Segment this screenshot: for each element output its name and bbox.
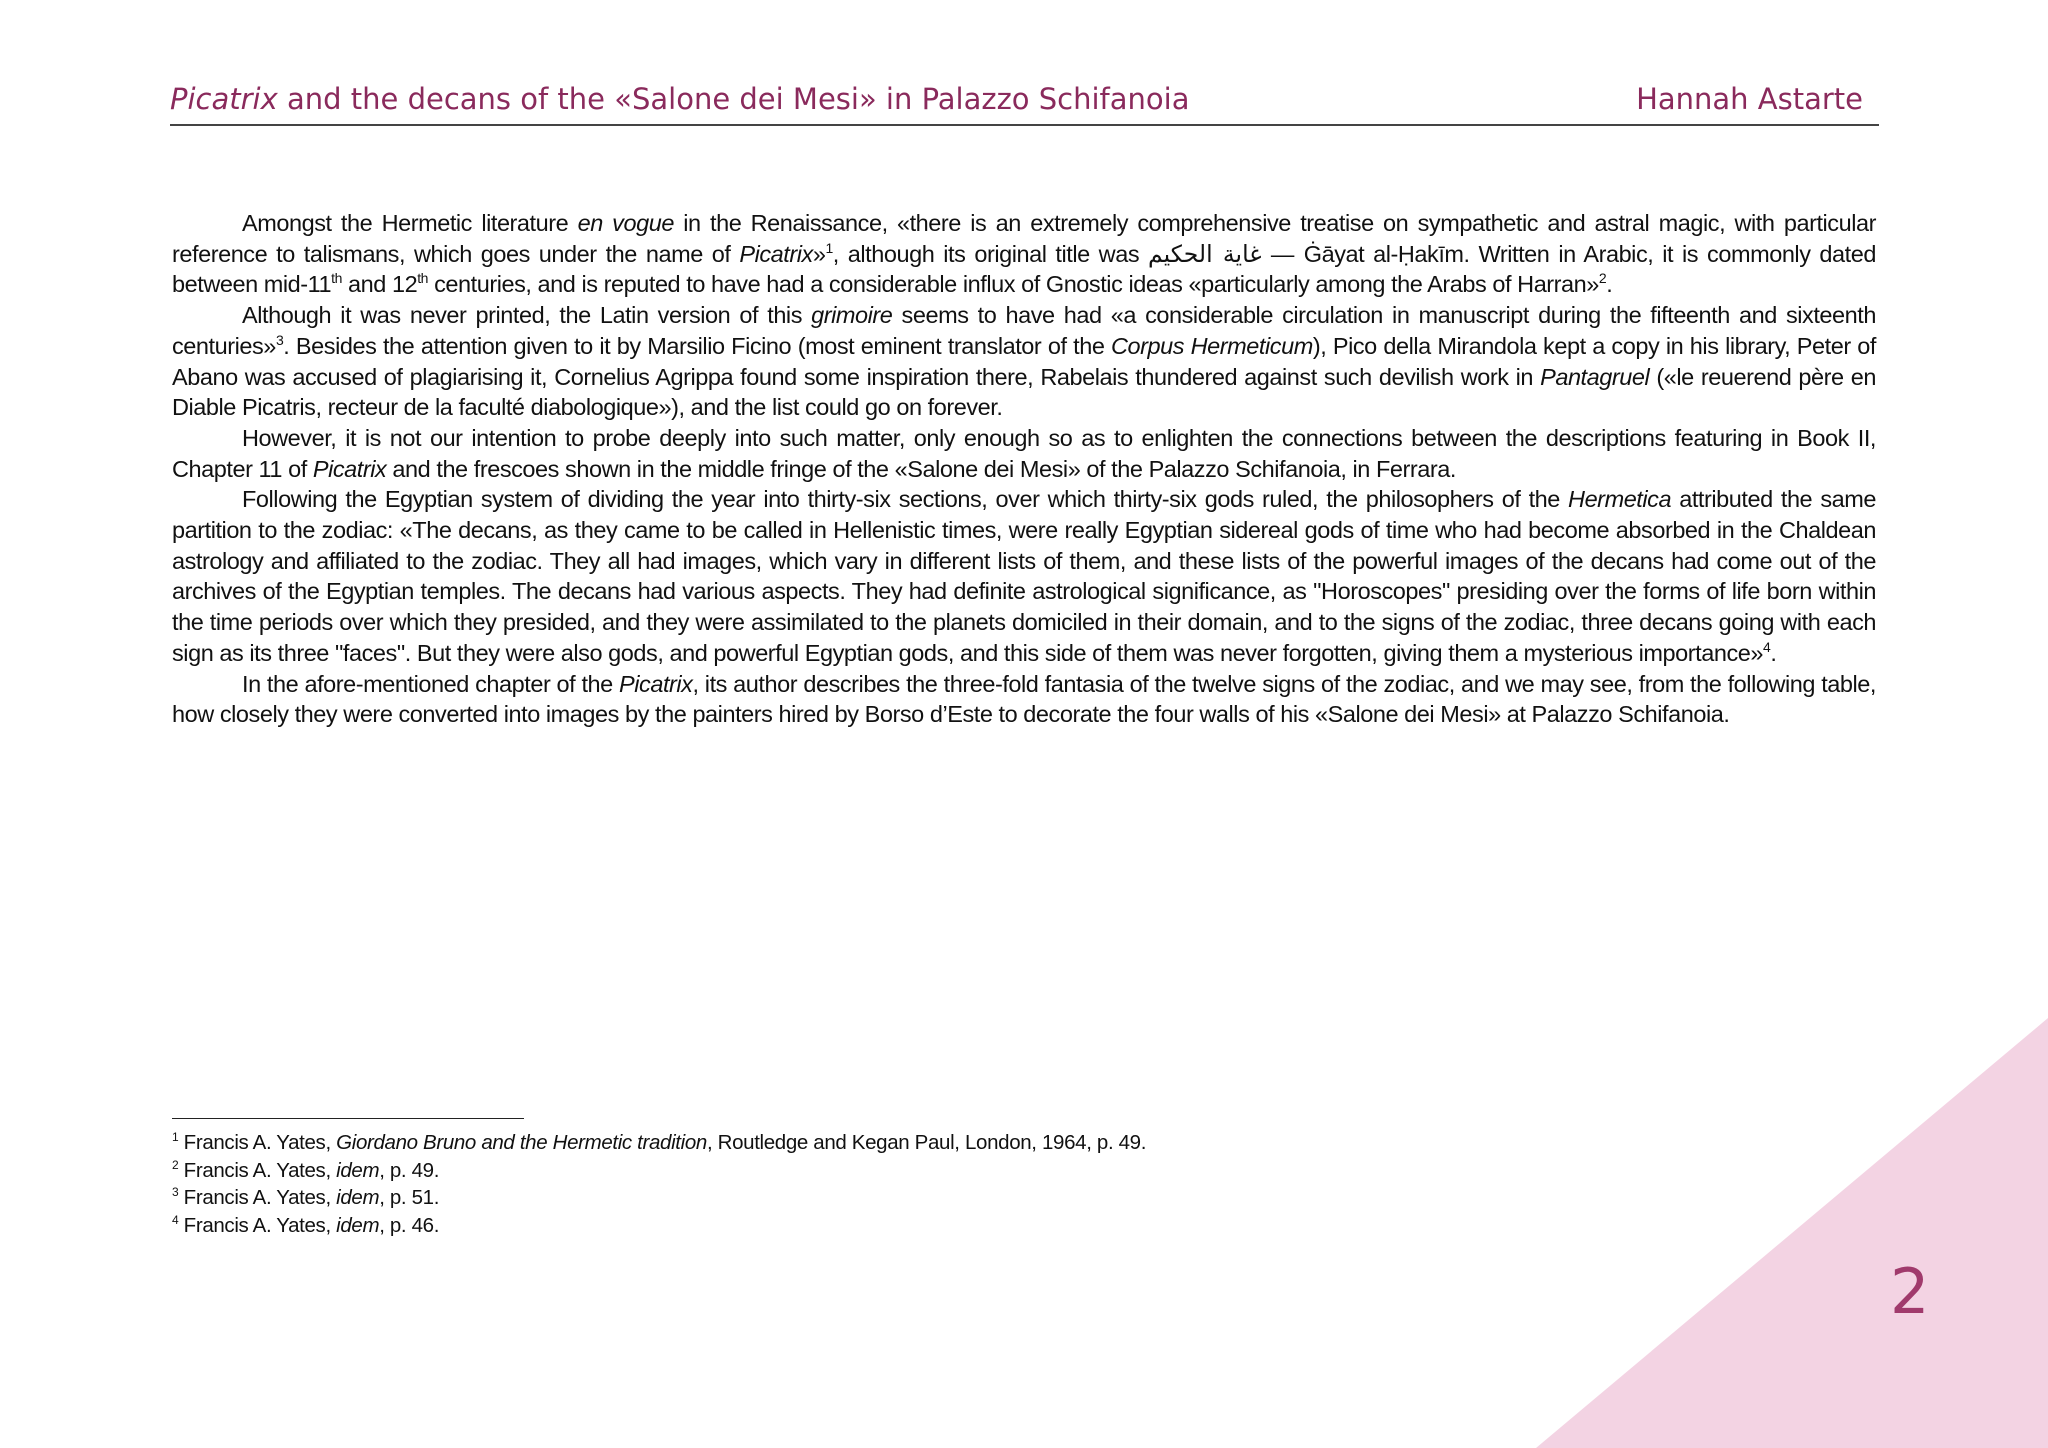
- italic-text: Picatrix: [619, 670, 693, 697]
- paragraph-2: [172, 300, 1876, 423]
- footnote-italic: idem: [336, 1213, 380, 1237]
- text: Following the Egyptian system of dividing the year into thirty-six sections, over which thirty-six gods ruled, the philosophers of the: [242, 486, 1569, 513]
- text: . Besides the attention given to it by Marsilio Ficino (most eminent translator of the: [283, 332, 1112, 359]
- running-header: [170, 82, 1879, 126]
- text: seems to have had «a considerable circulation in manuscript during the fifteenth and sixteenth centuries»: [172, 302, 1876, 359]
- paragraph-4: [172, 484, 1876, 668]
- text: ), Pico della Mirandola kept a copy in his library, Peter of Abano was accused of plagiarising it, Cornelius Agrippa found some inspiration there, Rabelais thundered against such devilish work in: [172, 332, 1877, 390]
- text: »: [812, 240, 826, 267]
- footnote-item: [172, 1212, 1572, 1240]
- footnote-ref-4[interactable]: 4: [1763, 639, 1771, 656]
- text: and the frescoes shown in the middle fringe of the «Salone dei Mesi» of the Palazzo Schifanoia, in Ferrara.: [386, 455, 1456, 482]
- footnote-text: , Routledge and Kegan Paul, London, 1964, p. 49.: [706, 1131, 1147, 1154]
- footnote-number: 1: [172, 1130, 179, 1145]
- footnote-number: 4: [172, 1212, 179, 1227]
- text: and 12: [341, 271, 418, 298]
- text: attributed the same partition to the zodiac: «The decans, as they came to be called in Hellenistic times, were really Egyptian sidereal gods of time who had become absorbed in the Chaldean astrology and affiliated to the zodiac. They all had images, which vary in different lists of them, and these lists of the powerful images of the decans had come out of the archives of the Egyptian temples. The decans had various aspects. They had definite astrological significance, as "Horoscopes" presiding over the forms of life born within the time periods over which they presided, and they were assimilated to the planets domiciled in their domain, and to the signs of the zodiac, three decans going with each sign as its three "faces". But they were also gods, and powerful Egyptian gods, and this side of them was never forgotten, giving them a mysterious importance»: [172, 486, 1876, 666]
- header-author: Hannah Astarte: [1636, 82, 1863, 116]
- footnote-ref-3[interactable]: 3: [275, 331, 284, 348]
- paragraph-3: [172, 423, 1876, 484]
- italic-text: Corpus Hermeticum: [1111, 332, 1313, 359]
- text: («le reuerend père en Diable Picatris, recteur de la faculté diabologique»), and the list could go on forever.: [172, 363, 1876, 421]
- text: in the Renaissance, «there is an extremely comprehensive treatise on sympathetic and astral magic, with particular reference to talismans, which goes under the name of: [172, 210, 1876, 267]
- ordinal-suffix: th: [417, 270, 428, 287]
- paragraph-1: [172, 208, 1876, 300]
- footnotes: [172, 1129, 1572, 1239]
- italic-text: en vogue: [577, 210, 674, 236]
- footnote-item: [172, 1157, 1572, 1185]
- text: , although its original title was: [832, 240, 1149, 267]
- paragraph-5: [172, 669, 1876, 730]
- footnote-item: [172, 1184, 1572, 1212]
- footnote-ref-2[interactable]: 2: [1598, 270, 1607, 287]
- text: centuries, and is reputed to have had a considerable influx of Gnostic ideas «particularly among the Arabs of Harran»: [428, 271, 1599, 298]
- footnote-italic: idem: [336, 1186, 380, 1209]
- arabic-title: غاية الحكيم: [1148, 239, 1262, 268]
- italic-text: Picatrix: [739, 240, 813, 267]
- footnote-italic: Giordano Bruno and the Hermetic tradition: [336, 1131, 707, 1154]
- footnote-ref-1[interactable]: 1: [825, 239, 833, 256]
- text: — Ġāyat al-Ḥakīm. Written in Arabic, it is commonly dated between mid-11: [172, 240, 1876, 298]
- italic-text: Picatrix: [312, 455, 387, 482]
- footnote-text: , p. 46.: [379, 1213, 440, 1237]
- text: , its author describes the three-fold fantasia of the twelve signs of the zodiac, and we may see, from the following table, how closely they were converted into images by the painters hired by Borso d’Este to decorate the four walls of his «Salone dei Mesi» at Palazzo Schifanoia.: [172, 670, 1877, 728]
- header-title: [170, 82, 1189, 116]
- footnote-number: 3: [172, 1185, 179, 1200]
- corner-triangle-shape: [1536, 1018, 2048, 1448]
- footnote-text: Francis A. Yates,: [178, 1186, 337, 1209]
- ordinal-suffix: th: [331, 270, 342, 287]
- text: In the afore-mentioned chapter of the: [242, 670, 620, 697]
- footnote-number: 2: [172, 1157, 179, 1172]
- text: Amongst the Hermetic literature: [242, 210, 578, 236]
- text: .: [1606, 271, 1613, 298]
- italic-text: grimoire: [811, 302, 893, 329]
- footnote-text: , p. 51.: [379, 1186, 440, 1209]
- footnote-text: Francis A. Yates,: [178, 1213, 337, 1237]
- text: .: [1770, 639, 1777, 666]
- footnote-text: , p. 49.: [379, 1158, 440, 1182]
- italic-text: Pantagruel: [1540, 363, 1650, 390]
- footnote-italic: idem: [336, 1158, 380, 1182]
- text: Although it was never printed, the Latin version of this: [242, 302, 812, 329]
- footnote-separator: [172, 1118, 524, 1119]
- footnote-text: Francis A. Yates,: [178, 1131, 337, 1154]
- article-body: [172, 208, 1876, 730]
- footnote-text: Francis A. Yates,: [178, 1158, 337, 1182]
- header-title-rest: and the decans of the «Salone dei Mesi» in Palazzo Schifanoia: [277, 82, 1190, 116]
- footnote-item: [172, 1129, 1572, 1157]
- page-number: 2: [1890, 1255, 1930, 1328]
- text: However, it is not our intention to probe deeply into such matter, only enough so as to enlighten the connections between the descriptions featuring in Book II, Chapter 11 of: [172, 424, 1876, 482]
- header-title-italic: Picatrix: [170, 82, 278, 116]
- italic-text: Hermetica: [1568, 486, 1672, 513]
